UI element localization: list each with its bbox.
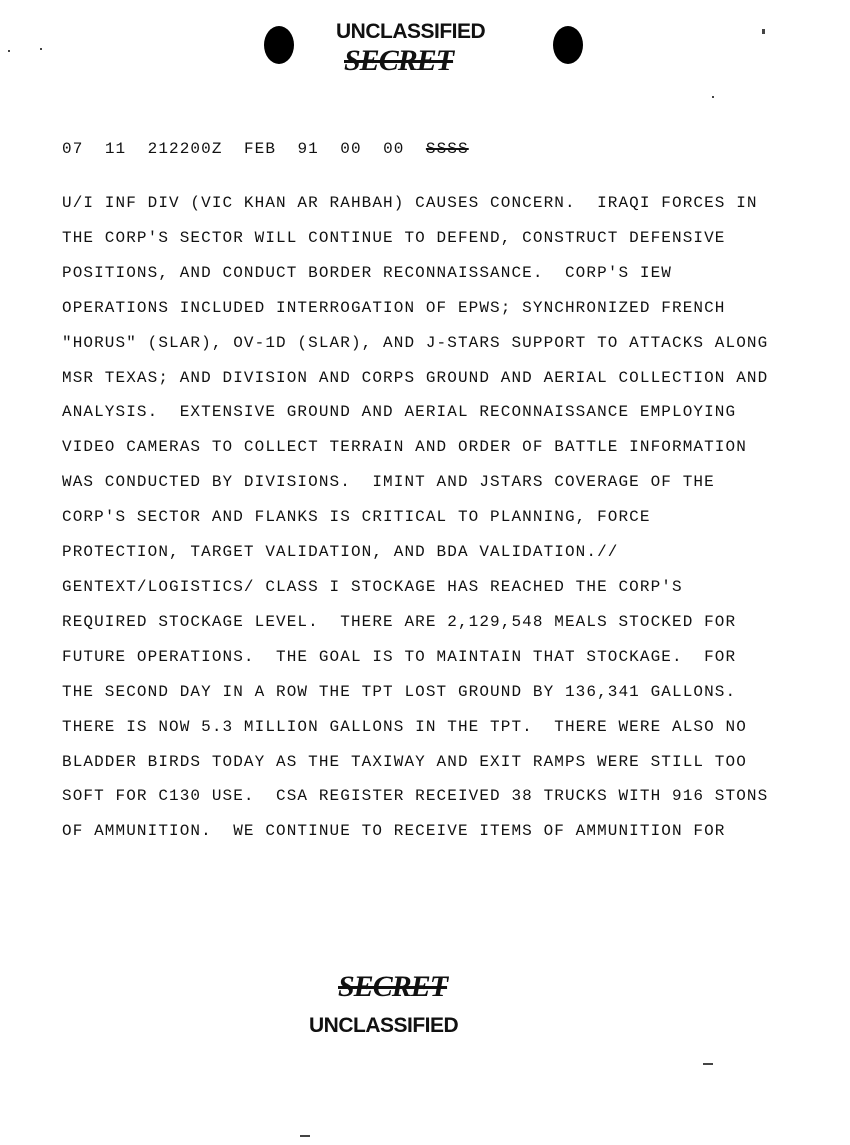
header-struck-field: SSSS (425, 140, 469, 158)
body-line: ANALYSIS. EXTENSIVE GROUND AND AERIAL RECONNAISSANCE EMPLOYING (62, 403, 737, 422)
top-unclassified-marking: UNCLASSIFIED (336, 20, 486, 43)
body-line: GENTEXT/LOGISTICS/ CLASS I STOCKAGE HAS REACHED THE CORP'S (62, 577, 683, 596)
body-line: BLADDER BIRDS TODAY AS THE TAXIWAY AND EXIT RAMPS WERE STILL TOO (62, 752, 747, 771)
body-line: THERE IS NOW 5.3 MILLION GALLONS IN THE TPT. THERE WERE ALSO NO (62, 717, 747, 736)
body-line: SOFT FOR C130 USE. CSA REGISTER RECEIVED 38 TRUCKS WITH 916 STONS (62, 787, 769, 806)
header-field: FEB (243, 140, 277, 158)
bottom-secret-struck-marking: SECRET (338, 970, 448, 1003)
scan-speck (40, 48, 42, 50)
header-field: 00 (340, 140, 362, 158)
message-header-line (62, 140, 469, 158)
body-line: WAS CONDUCTED BY DIVISIONS. IMINT AND JSTARS COVERAGE OF THE (62, 473, 715, 492)
scan-speck (300, 1135, 310, 1137)
bottom-unclassified-marking: UNCLASSIFIED (309, 1014, 459, 1037)
body-line: U/I INF DIV (VIC KHAN AR RAHBAH) CAUSES CONCERN. IRAQI FORCES IN (62, 194, 758, 212)
body-line: CORP'S SECTOR AND FLANKS IS CRITICAL TO PLANNING, FORCE (62, 508, 651, 527)
body-line: VIDEO CAMERAS TO COLLECT TERRAIN AND ORDER OF BATTLE INFORMATION (62, 438, 747, 457)
body-line: THE SECOND DAY IN A ROW THE TPT LOST GROUND BY 136,341 GALLONS. (62, 682, 737, 701)
scan-speck (8, 50, 10, 52)
body-line: FUTURE OPERATIONS. THE GOAL IS TO MAINTAIN THAT STOCKAGE. FOR (62, 647, 737, 666)
body-line: POSITIONS, AND CONDUCT BORDER RECONNAISSANCE. CORP'S IEW (62, 263, 672, 282)
scan-speck (703, 1063, 713, 1065)
header-field: 212200Z (147, 140, 223, 158)
message-body (62, 186, 768, 849)
scan-speck (762, 29, 765, 34)
punch-hole-right (553, 26, 583, 64)
header-field: 00 (383, 140, 405, 158)
punch-hole-left (264, 26, 294, 64)
body-line: "HORUS" (SLAR), OV-1D (SLAR), AND J-STARS SUPPORT TO ATTACKS ALONG (62, 333, 769, 352)
body-line: OPERATIONS INCLUDED INTERROGATION OF EPWS; SYNCHRONIZED FRENCH (62, 298, 726, 317)
header-field: 07 (62, 140, 84, 158)
body-line: THE CORP'S SECTOR WILL CONTINUE TO DEFEND, CONSTRUCT DEFENSIVE (62, 228, 726, 247)
header-field: 11 (104, 140, 127, 158)
body-line: MSR TEXAS; AND DIVISION AND CORPS GROUND AND AERIAL COLLECTION AND (62, 368, 769, 387)
body-line: PROTECTION, TARGET VALIDATION, AND BDA VALIDATION.// (62, 543, 619, 562)
body-line: OF AMMUNITION. WE CONTINUE TO RECEIVE ITEMS OF AMMUNITION FOR (62, 822, 726, 841)
header-field: 91 (297, 140, 319, 158)
scan-speck (712, 96, 714, 98)
body-line: REQUIRED STOCKAGE LEVEL. THERE ARE 2,129,548 MEALS STOCKED FOR (62, 612, 737, 631)
top-secret-struck-marking: SECRET (344, 44, 454, 77)
